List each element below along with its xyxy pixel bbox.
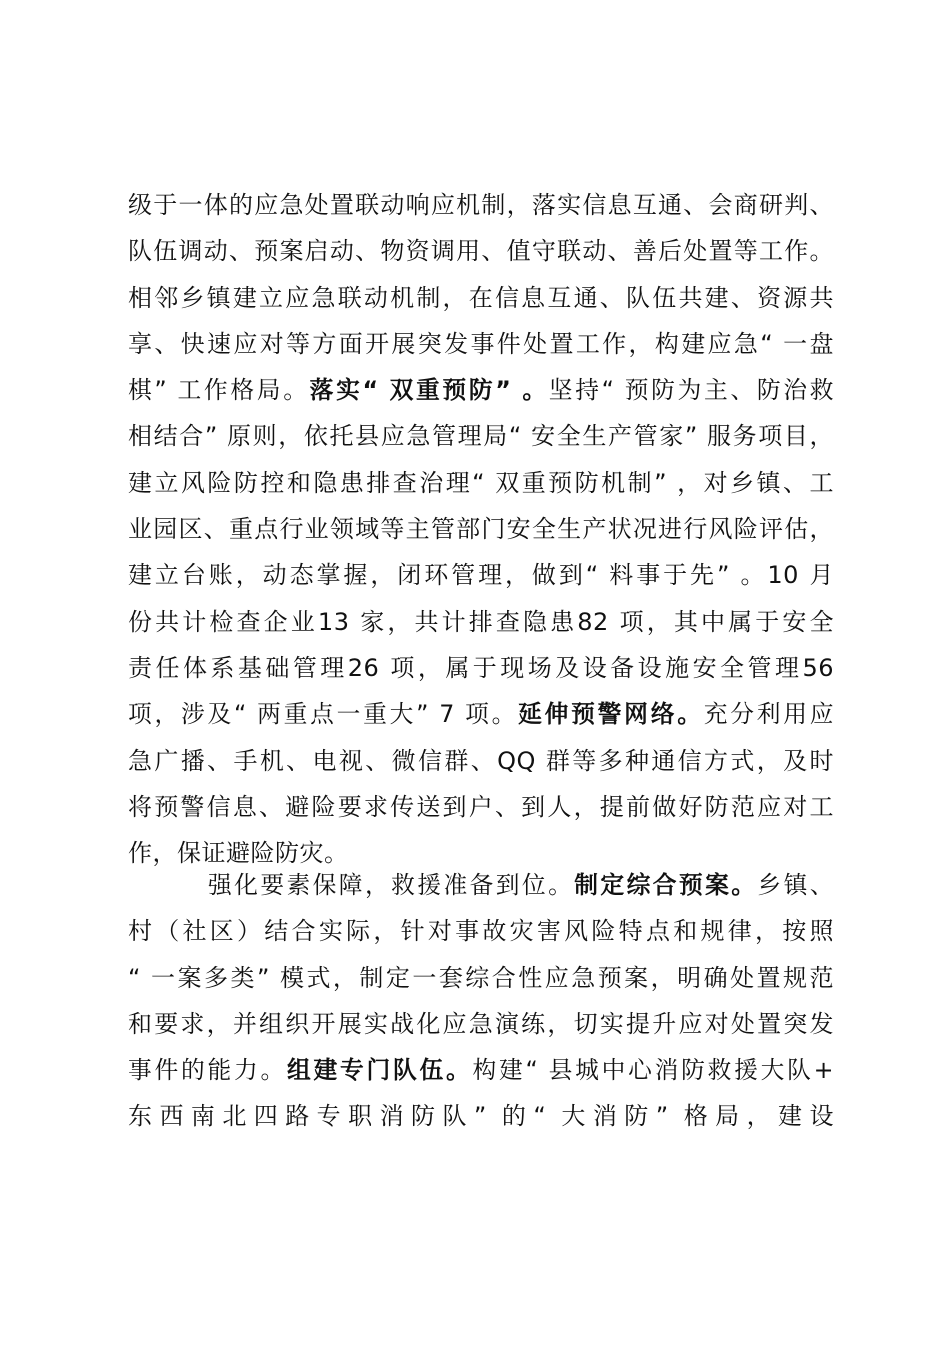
text-line xyxy=(128,506,834,552)
text-run: 急广播、手机、电视、微信群、QQ 群等多种通信方式，及时 xyxy=(128,746,834,775)
paragraph-2 xyxy=(128,862,834,1140)
text-run: 相结合” 原则，依托县应急管理局“ 安全生产管家” 服务项目， xyxy=(128,422,834,451)
text-run: 队伍调动、预案启动、物资调用、值守联动、善后处置等工作。 xyxy=(128,237,834,266)
text-line xyxy=(128,1001,834,1047)
text-run: 责任体系基础管理26 项，属于现场及设备设施安全管理56 xyxy=(128,653,834,682)
bold-heading-run: 组建专门队伍。 xyxy=(287,1056,473,1085)
text-run: 村（社区）结合实际，针对事故灾害风险特点和规律，按照 xyxy=(128,917,834,946)
text-line xyxy=(128,784,834,830)
text-line xyxy=(128,1047,834,1093)
text-run: 坚持“ 预防为主、防治救 xyxy=(548,376,834,405)
text-run: 相邻乡镇建立应急联动机制，在信息互通、队伍共建、资源共 xyxy=(128,283,834,312)
text-run: 作，保证避险防灾。 xyxy=(128,839,349,868)
text-run: 和要求，并组织开展实战化应急演练，切实提升应对处置突发 xyxy=(128,1009,834,1038)
text-line xyxy=(128,908,834,954)
text-line xyxy=(128,955,834,1001)
text-run: 构建“ 县城中心消防救援大队+ xyxy=(472,1056,834,1085)
text-run: 乡镇、 xyxy=(757,871,834,899)
text-run: 棋” 工作格局。 xyxy=(128,376,310,405)
text-run: 建立台账，动态掌握，闭环管理，做到“ 料事于先” 。10 月 xyxy=(128,561,834,590)
text-line xyxy=(128,182,834,228)
bold-heading-run: 延伸预警网络。 xyxy=(518,700,704,729)
text-line xyxy=(128,552,834,598)
text-line xyxy=(128,645,834,691)
text-line xyxy=(128,599,834,645)
text-run: 享、快速应对等方面开展突发事件处置工作，构建应急“ 一盘 xyxy=(128,329,834,358)
text-run: 东西南北四路专职消防队” 的“ 大消防” 格局，建设 xyxy=(128,1102,834,1131)
text-line xyxy=(128,367,834,413)
text-line xyxy=(128,228,834,274)
text-line xyxy=(128,413,834,459)
text-run: 级于一体的应急处置联动响应机制，落实信息互通、会商研判、 xyxy=(128,191,834,219)
text-run: 份共计检查企业13 家，共计排查隐患82 项，其中属于安全 xyxy=(128,607,834,636)
text-line xyxy=(128,275,834,321)
text-line xyxy=(128,738,834,784)
bold-heading-run: 制定综合预案。 xyxy=(574,871,758,899)
text-line xyxy=(128,460,834,506)
text-line xyxy=(128,1093,834,1139)
paragraph-1 xyxy=(128,182,834,876)
text-run: 事件的能力。 xyxy=(128,1056,287,1085)
text-line xyxy=(128,691,834,737)
text-run: 强化要素保障，救援准备到位。 xyxy=(208,871,575,899)
text-run: 业园区、重点行业领域等主管部门安全生产状况进行风险评估， xyxy=(128,515,834,544)
text-line xyxy=(128,321,834,367)
bold-heading-run: 落实“ 双重预防” 。 xyxy=(309,376,549,405)
text-line xyxy=(128,862,834,908)
text-run: 项，涉及“ 两重点一重大” 7 项。 xyxy=(128,700,519,729)
text-run: “ 一案多类” 模式，制定一套综合性应急预案，明确处置规范 xyxy=(128,963,834,992)
text-run: 将预警信息、避险要求传送到户、到人，提前做好防范应对工 xyxy=(128,792,834,821)
text-run: 充分利用应 xyxy=(703,700,834,729)
text-run: 建立风险防控和隐患排查治理“ 双重预防机制” ，对乡镇、工 xyxy=(128,468,834,497)
